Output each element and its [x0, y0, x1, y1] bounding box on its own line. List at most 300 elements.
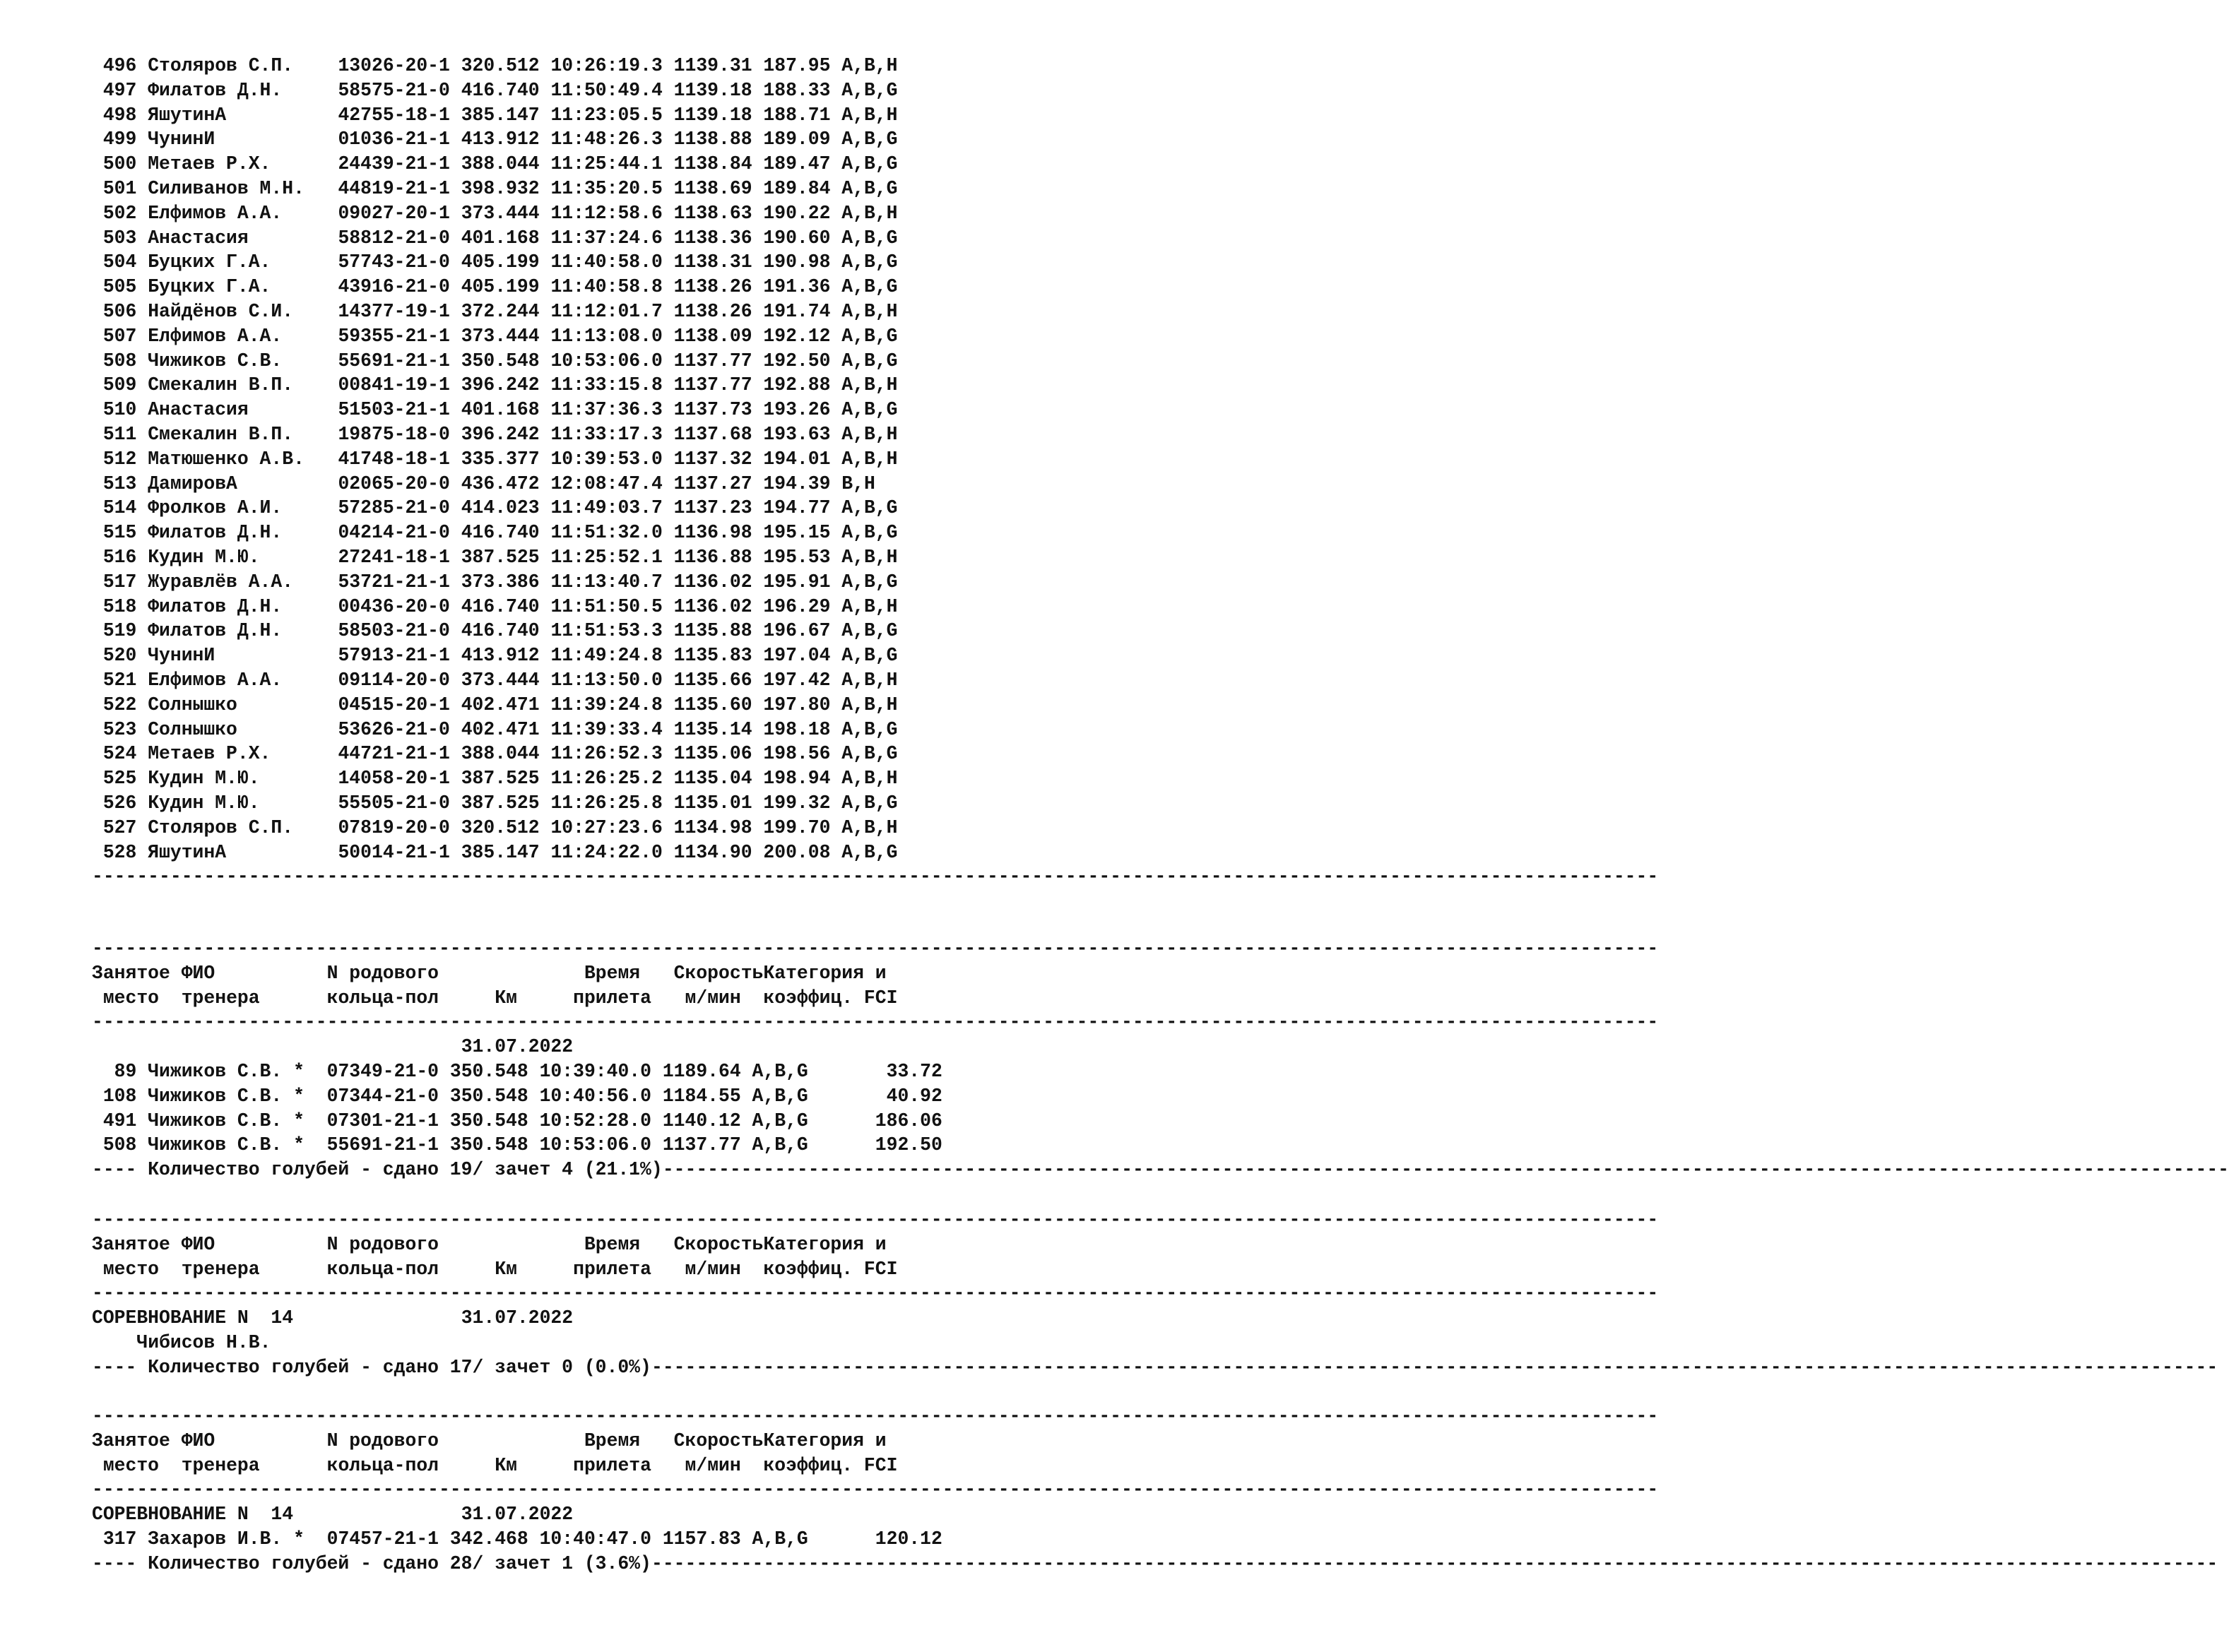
ring-number: 13026-20-1: [338, 55, 450, 76]
coefficient-value: 195.53: [763, 547, 831, 568]
header-place: Занятое: [92, 1430, 170, 1451]
arrival-time: 11:26:25.2: [550, 768, 663, 790]
ring-number: 50014-21-1: [338, 841, 450, 863]
arrival-time: 11:13:50.0: [550, 670, 663, 691]
header-name: тренера: [181, 987, 260, 1009]
coefficient-value: 188.33: [763, 79, 831, 101]
header-category: коэффиц. FCI: [763, 987, 898, 1009]
distance-km: 385.147: [461, 841, 540, 863]
header-name: ФИО: [181, 1233, 215, 1255]
place-number: 89: [114, 1061, 137, 1082]
header-ring: кольца-пол: [326, 987, 439, 1009]
coefficient-value: 191.74: [763, 301, 831, 322]
category-value: A,B,G: [841, 251, 898, 273]
header-place: место: [102, 1454, 160, 1476]
header-ring: кольца-пол: [326, 1258, 439, 1280]
header-speed: м/мин: [685, 1258, 741, 1280]
speed-value: 1139.31: [673, 55, 752, 76]
category-value: A,B,H: [841, 424, 898, 445]
category-value: A,B,G: [841, 645, 898, 667]
header-time: Время: [584, 1430, 641, 1451]
header-category: коэффиц. FCI: [763, 1258, 898, 1280]
coefficient-value: 193.26: [763, 399, 831, 421]
arrival-time: 12:08:47.4: [550, 473, 663, 494]
trainer-name: ЯшутинА: [148, 104, 227, 126]
speed-value: 1138.26: [673, 301, 752, 322]
arrival-time: 11:39:33.4: [550, 718, 663, 740]
trainer-name: Захаров И.В.: [148, 1528, 283, 1550]
header-category: Категория и: [763, 1233, 887, 1255]
category-value: A,B,G: [841, 522, 898, 544]
category-value: A,B,G: [841, 350, 898, 372]
competition-date: 31.07.2022: [461, 1307, 574, 1329]
category-value: A,B,G: [752, 1061, 808, 1082]
trainer-name: Кудин М.Ю.: [148, 768, 260, 790]
category-value: A,B,H: [841, 448, 898, 470]
coefficient-value: 194.77: [763, 497, 831, 519]
speed-value: 1136.98: [673, 522, 752, 544]
coefficient-value: 192.50: [875, 1134, 942, 1156]
ring-number: 57913-21-1: [338, 645, 450, 667]
distance-km: 402.471: [461, 718, 540, 740]
distance-km: 373.444: [461, 325, 540, 347]
ring-number: 07349-21-0: [326, 1061, 439, 1082]
distance-km: 413.912: [461, 645, 540, 667]
category-value: A,B,H: [841, 694, 898, 715]
ring-number: 55691-21-1: [326, 1134, 439, 1156]
arrival-time: 11:48:26.3: [550, 129, 663, 150]
speed-value: 1138.31: [673, 251, 752, 273]
divider-line: --------------------------------------------------------------------------------------------------------------------------------------------: [92, 1406, 1659, 1427]
speed-value: 1138.69: [673, 178, 752, 199]
distance-km: 416.740: [461, 79, 540, 101]
trainer-name: Елфимов А.А.: [148, 670, 283, 691]
category-value: A,B,G: [752, 1085, 808, 1107]
header-km: Км: [495, 1258, 517, 1280]
arrival-time: 10:52:28.0: [539, 1110, 651, 1131]
asterisk-mark: *: [293, 1061, 305, 1082]
arrival-time: 10:40:56.0: [539, 1085, 651, 1107]
category-value: A,B,G: [841, 79, 898, 101]
header-time: прилета: [573, 987, 651, 1009]
header-name: ФИО: [181, 1430, 215, 1451]
coefficient-value: 190.98: [763, 251, 831, 273]
ring-number: 19875-18-0: [338, 424, 450, 445]
distance-km: 372.244: [461, 301, 540, 322]
coefficient-value: 197.42: [763, 670, 831, 691]
ring-number: 07301-21-1: [326, 1110, 439, 1131]
place-number: 516: [102, 547, 137, 568]
distance-km: 436.472: [461, 473, 540, 494]
divider-line: --------------------------------------------------------------------------------------------------------------------------------------------: [92, 866, 1659, 888]
distance-km: 416.740: [461, 595, 540, 617]
trainer-name: Чижиков С.В.: [148, 1085, 283, 1107]
header-name: тренера: [181, 1258, 260, 1280]
trainer-name: Солнышко: [148, 718, 237, 740]
coefficient-value: 196.67: [763, 620, 831, 642]
header-speed: м/мин: [685, 987, 741, 1009]
arrival-time: 11:49:03.7: [550, 497, 663, 519]
distance-km: 385.147: [461, 104, 540, 126]
divider-line: --------------------------------------------------------------------------------------------------------------------------------------------: [92, 938, 1659, 959]
speed-value: 1140.12: [662, 1110, 741, 1131]
coefficient-value: 190.60: [763, 227, 831, 249]
arrival-time: 11:50:49.4: [550, 79, 663, 101]
trainer-name: Смекалин В.П.: [148, 424, 294, 445]
distance-km: 398.932: [461, 178, 540, 199]
arrival-time: 11:51:53.3: [550, 620, 663, 642]
category-value: A,B,H: [841, 55, 898, 76]
coefficient-value: 186.06: [875, 1110, 942, 1131]
ring-number: 00841-19-1: [338, 374, 450, 396]
header-name: ФИО: [181, 962, 215, 984]
header-place: место: [102, 1258, 160, 1280]
arrival-time: 11:13:40.7: [550, 571, 663, 593]
category-value: A,B,G: [841, 227, 898, 249]
coefficient-value: 194.39: [763, 473, 831, 494]
speed-value: 1134.90: [673, 841, 752, 863]
arrival-time: 11:40:58.0: [550, 251, 663, 273]
coefficient-value: 195.91: [763, 571, 831, 593]
speed-value: 1138.09: [673, 325, 752, 347]
category-value: A,B,G: [841, 743, 898, 765]
ring-number: 04214-21-0: [338, 522, 450, 544]
coefficient-value: 192.12: [763, 325, 831, 347]
speed-value: 1136.88: [673, 547, 752, 568]
distance-km: 388.044: [461, 153, 540, 175]
place-number: 497: [102, 79, 137, 101]
place-number: 523: [102, 718, 137, 740]
trainer-name: ЧунинИ: [148, 645, 215, 667]
ring-number: 07344-21-0: [326, 1085, 439, 1107]
trainer-name: Буцких Г.А.: [148, 276, 271, 298]
trainer-name: Елфимов А.А.: [148, 202, 283, 224]
ring-number: 44819-21-1: [338, 178, 450, 199]
distance-km: 373.444: [461, 670, 540, 691]
distance-km: 416.740: [461, 620, 540, 642]
trainer-name: Столяров С.П.: [148, 816, 294, 838]
header-speed: Скорость: [673, 1430, 764, 1451]
place-number: 500: [102, 153, 137, 175]
trainer-name: Филатов Д.Н.: [148, 595, 283, 617]
arrival-time: 11:35:20.5: [550, 178, 663, 199]
trainer-name: Метаев Р.Х.: [148, 153, 271, 175]
ring-number: 55505-21-0: [338, 792, 450, 814]
ring-number: 58503-21-0: [338, 620, 450, 642]
summary-text: ---- Количество голубей - сдано 28/ зачет 1 (3.6%): [92, 1552, 651, 1574]
speed-value: 1138.63: [673, 202, 752, 224]
arrival-time: 11:12:58.6: [550, 202, 663, 224]
arrival-time: 11:33:17.3: [550, 424, 663, 445]
place-number: 526: [102, 792, 137, 814]
coefficient-value: 199.70: [763, 816, 831, 838]
trainer-name: ДамировА: [148, 473, 237, 494]
category-value: A,B,G: [752, 1134, 808, 1156]
speed-value: 1135.83: [673, 645, 752, 667]
trainer-name: Кудин М.Ю.: [148, 547, 260, 568]
arrival-time: 10:39:40.0: [539, 1061, 651, 1082]
arrival-time: 11:39:24.8: [550, 694, 663, 715]
place-number: 506: [102, 301, 137, 322]
speed-value: 1135.14: [673, 718, 752, 740]
divider-line: --------------------------------------------------------------------------------------------------------------------------------------------: [92, 1011, 1659, 1033]
category-value: A,B,H: [841, 768, 898, 790]
trainer-name: Столяров С.П.: [148, 55, 294, 76]
arrival-time: 11:12:01.7: [550, 301, 663, 322]
category-value: A,B,H: [841, 104, 898, 126]
header-km: Км: [495, 987, 517, 1009]
category-value: A,B,G: [841, 399, 898, 421]
category-value: A,B,G: [841, 792, 898, 814]
category-value: A,B,H: [841, 816, 898, 838]
place-number: 496: [102, 55, 137, 76]
trainer-name: Чибисов Н.В.: [136, 1332, 271, 1353]
arrival-time: 11:37:24.6: [550, 227, 663, 249]
trainer-name: Филатов Д.Н.: [148, 79, 283, 101]
speed-value: 1189.64: [662, 1061, 741, 1082]
divider-line: --------------------------------------------------------------------------------------------------------------------------------------------: [92, 1479, 1659, 1501]
place-number: 515: [102, 522, 137, 544]
category-value: A,B,G: [841, 620, 898, 642]
header-category: Категория и: [763, 1430, 887, 1451]
ring-number: 02065-20-0: [338, 473, 450, 494]
ring-number: 51503-21-1: [338, 399, 450, 421]
trainer-name: Солнышко: [148, 694, 237, 715]
distance-km: 342.468: [449, 1528, 528, 1550]
header-place: Занятое: [92, 1233, 170, 1255]
place-number: 502: [102, 202, 137, 224]
speed-value: 1138.88: [673, 129, 752, 150]
ring-number: 42755-18-1: [338, 104, 450, 126]
coefficient-value: 120.12: [875, 1528, 942, 1550]
speed-value: 1139.18: [673, 104, 752, 126]
category-value: A,B,G: [841, 178, 898, 199]
place-number: 514: [102, 497, 137, 519]
speed-value: 1138.26: [673, 276, 752, 298]
speed-value: 1157.83: [662, 1528, 741, 1550]
distance-km: 350.548: [449, 1061, 528, 1082]
coefficient-value: 195.15: [763, 522, 831, 544]
speed-value: 1135.04: [673, 768, 752, 790]
header-time: Время: [584, 1233, 641, 1255]
ring-number: 57743-21-0: [338, 251, 450, 273]
place-number: 504: [102, 251, 137, 273]
category-value: A,B,G: [752, 1110, 808, 1131]
distance-km: 350.548: [449, 1110, 528, 1131]
ring-number: 24439-21-1: [338, 153, 450, 175]
header-speed: Скорость: [673, 962, 764, 984]
summary-dash-fill: --------------------------------------------------------------------------------------------------------------------------------------------: [651, 1356, 2218, 1378]
arrival-time: 10:53:06.0: [550, 350, 663, 372]
asterisk-mark: *: [293, 1528, 305, 1550]
arrival-time: 11:23:05.5: [550, 104, 663, 126]
divider-line: --------------------------------------------------------------------------------------------------------------------------------------------: [92, 1283, 1659, 1305]
ring-number: 01036-21-1: [338, 129, 450, 150]
place-number: 510: [102, 399, 137, 421]
arrival-time: 10:26:19.3: [550, 55, 663, 76]
speed-value: 1134.98: [673, 816, 752, 838]
distance-km: 416.740: [461, 522, 540, 544]
arrival-time: 10:39:53.0: [550, 448, 663, 470]
trainer-name: Кудин М.Ю.: [148, 792, 260, 814]
speed-value: 1137.27: [673, 473, 752, 494]
place-number: 503: [102, 227, 137, 249]
arrival-time: 11:33:15.8: [550, 374, 663, 396]
ring-number: 53721-21-1: [338, 571, 450, 593]
asterisk-mark: *: [293, 1134, 305, 1156]
distance-km: 405.199: [461, 276, 540, 298]
ring-number: 43916-21-0: [338, 276, 450, 298]
trainer-name: Анастасия: [148, 227, 249, 249]
header-ring: N родового: [326, 1430, 439, 1451]
place-number: 508: [102, 1134, 137, 1156]
coefficient-value: 192.88: [763, 374, 831, 396]
speed-value: 1137.77: [673, 374, 752, 396]
coefficient-value: 198.94: [763, 768, 831, 790]
arrival-time: 11:25:52.1: [550, 547, 663, 568]
distance-km: 350.548: [449, 1085, 528, 1107]
trainer-name: Журавлёв А.А.: [148, 571, 294, 593]
header-time: прилета: [573, 1454, 651, 1476]
speed-value: 1135.88: [673, 620, 752, 642]
asterisk-mark: *: [293, 1110, 305, 1131]
header-name: тренера: [181, 1454, 260, 1476]
header-category: Категория и: [763, 962, 887, 984]
header-category: коэффиц. FCI: [763, 1454, 898, 1476]
summary-dash-fill: --------------------------------------------------------------------------------------------------------------------------------------------: [662, 1159, 2229, 1181]
trainer-name: Матюшенко А.В.: [148, 448, 305, 470]
coefficient-value: 189.47: [763, 153, 831, 175]
header-place: Занятое: [92, 962, 170, 984]
ring-number: 27241-18-1: [338, 547, 450, 568]
category-value: A,B,G: [841, 571, 898, 593]
speed-value: 1137.77: [662, 1134, 741, 1156]
summary-text: ---- Количество голубей - сдано 17/ зачет 0 (0.0%): [92, 1356, 651, 1378]
place-number: 499: [102, 129, 137, 150]
coefficient-value: 199.32: [763, 792, 831, 814]
place-number: 524: [102, 743, 137, 765]
trainer-name: Филатов Д.Н.: [148, 522, 283, 544]
asterisk-mark: *: [293, 1085, 305, 1107]
place-number: 518: [102, 595, 137, 617]
place-number: 517: [102, 571, 137, 593]
coefficient-value: 198.56: [763, 743, 831, 765]
distance-km: 350.548: [449, 1134, 528, 1156]
coefficient-value: 187.95: [763, 55, 831, 76]
arrival-time: 11:25:44.1: [550, 153, 663, 175]
arrival-time: 11:13:08.0: [550, 325, 663, 347]
competition-date: 31.07.2022: [461, 1036, 574, 1058]
trainer-name: Найдёнов С.И.: [148, 301, 294, 322]
place-number: 522: [102, 694, 137, 715]
place-number: 511: [102, 424, 137, 445]
speed-value: 1135.06: [673, 743, 752, 765]
trainer-name: Елфимов А.А.: [148, 325, 283, 347]
ring-number: 00436-20-0: [338, 595, 450, 617]
speed-value: 1138.84: [673, 153, 752, 175]
distance-km: 387.525: [461, 768, 540, 790]
place-number: 521: [102, 670, 137, 691]
category-value: A,B,H: [841, 595, 898, 617]
header-speed: м/мин: [685, 1454, 741, 1476]
distance-km: 387.525: [461, 547, 540, 568]
category-value: A,B,H: [841, 670, 898, 691]
speed-value: 1137.68: [673, 424, 752, 445]
place-number: 512: [102, 448, 137, 470]
category-value: A,B,G: [841, 718, 898, 740]
arrival-time: 10:27:23.6: [550, 816, 663, 838]
trainer-name: Смекалин В.П.: [148, 374, 294, 396]
place-number: 491: [102, 1110, 137, 1131]
coefficient-value: 197.04: [763, 645, 831, 667]
arrival-time: 11:37:36.3: [550, 399, 663, 421]
distance-km: 396.242: [461, 374, 540, 396]
place-number: 513: [102, 473, 137, 494]
coefficient-value: 196.29: [763, 595, 831, 617]
speed-value: 1137.32: [673, 448, 752, 470]
ring-number: 09027-20-1: [338, 202, 450, 224]
ring-number: 41748-18-1: [338, 448, 450, 470]
distance-km: 405.199: [461, 251, 540, 273]
coefficient-value: 191.36: [763, 276, 831, 298]
ring-number: 53626-21-0: [338, 718, 450, 740]
ring-number: 09114-20-0: [338, 670, 450, 691]
trainer-name: Чижиков С.В.: [148, 1061, 283, 1082]
category-value: A,B,H: [841, 202, 898, 224]
place-number: 527: [102, 816, 137, 838]
distance-km: 320.512: [461, 816, 540, 838]
ring-number: 58575-21-0: [338, 79, 450, 101]
header-km: Км: [495, 1454, 517, 1476]
ring-number: 57285-21-0: [338, 497, 450, 519]
speed-value: 1135.60: [673, 694, 752, 715]
speed-value: 1137.23: [673, 497, 752, 519]
distance-km: 402.471: [461, 694, 540, 715]
arrival-time: 11:51:32.0: [550, 522, 663, 544]
ring-number: 59355-21-1: [338, 325, 450, 347]
trainer-name: Филатов Д.Н.: [148, 620, 283, 642]
arrival-time: 11:40:58.8: [550, 276, 663, 298]
ring-number: 04515-20-1: [338, 694, 450, 715]
category-value: B,H: [841, 473, 875, 494]
distance-km: 335.377: [461, 448, 540, 470]
distance-km: 320.512: [461, 55, 540, 76]
distance-km: 401.168: [461, 227, 540, 249]
speed-value: 1139.18: [673, 79, 752, 101]
distance-km: 387.525: [461, 792, 540, 814]
place-number: 525: [102, 768, 137, 790]
place-number: 509: [102, 374, 137, 396]
divider-line: --------------------------------------------------------------------------------------------------------------------------------------------: [92, 1209, 1659, 1230]
coefficient-value: 190.22: [763, 202, 831, 224]
distance-km: 373.386: [461, 571, 540, 593]
distance-km: 388.044: [461, 743, 540, 765]
place-number: 528: [102, 841, 137, 863]
arrival-time: 11:26:52.3: [550, 743, 663, 765]
header-ring: N родового: [326, 962, 439, 984]
competition-date: 31.07.2022: [461, 1504, 574, 1526]
trainer-name: ЯшутинА: [148, 841, 227, 863]
place-number: 520: [102, 645, 137, 667]
arrival-time: 11:24:22.0: [550, 841, 663, 863]
trainer-name: Чижиков С.В.: [148, 1110, 283, 1131]
arrival-time: 11:51:50.5: [550, 595, 663, 617]
coefficient-value: 194.01: [763, 448, 831, 470]
category-value: A,B,H: [841, 547, 898, 568]
speed-value: 1136.02: [673, 595, 752, 617]
arrival-time: 10:40:47.0: [539, 1528, 651, 1550]
speed-value: 1135.66: [673, 670, 752, 691]
